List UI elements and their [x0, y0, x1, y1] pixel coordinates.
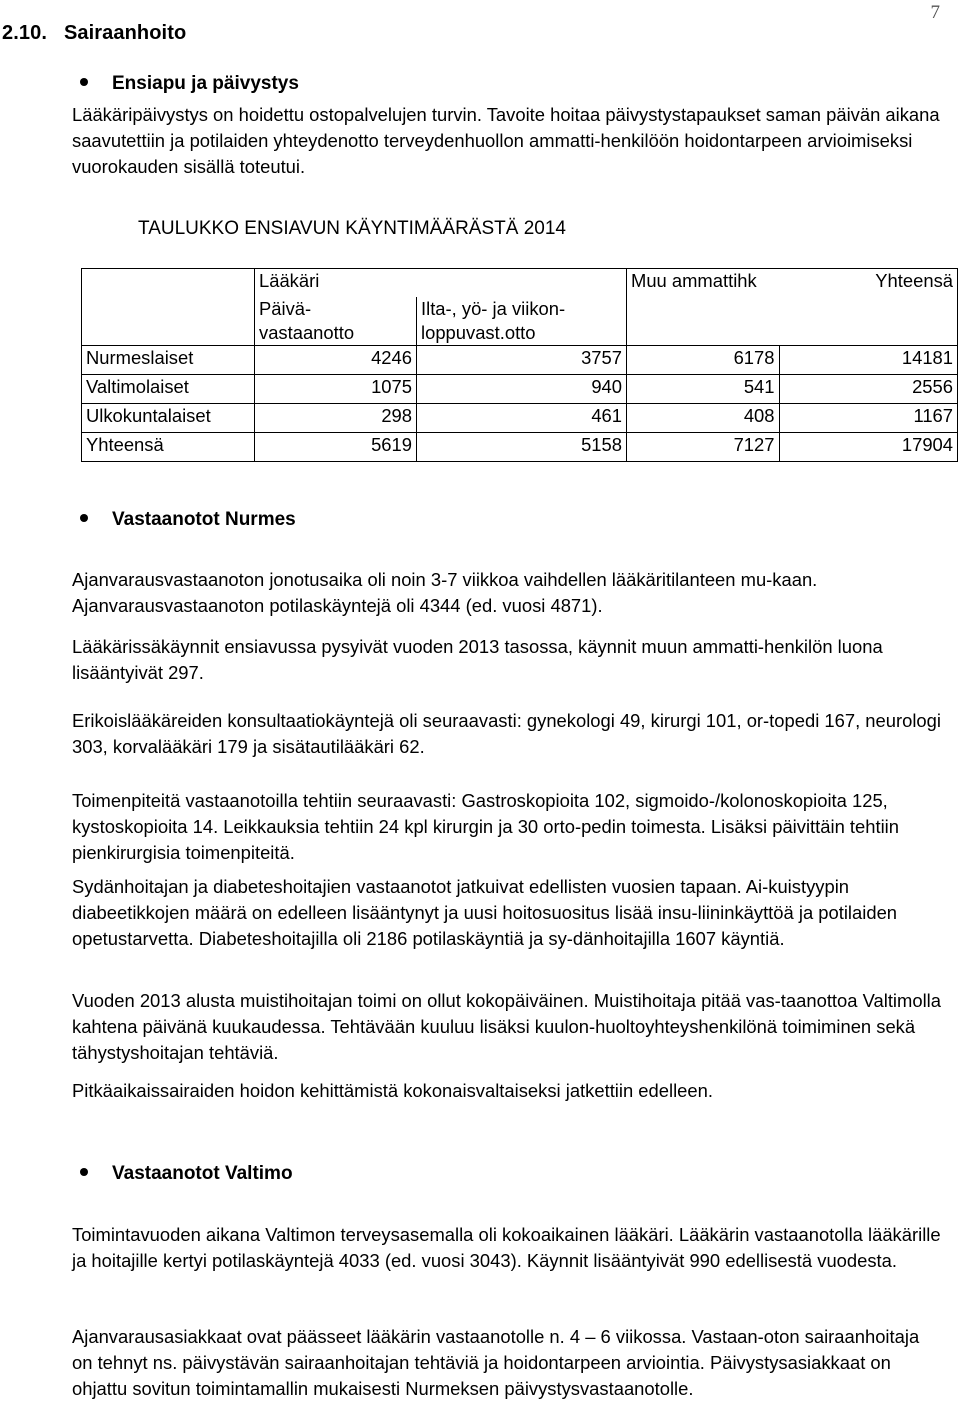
table-caption: TAULUKKO ENSIAVUN KÄYNTIMÄÄRÄSTÄ 2014: [138, 218, 566, 239]
table-cell: 14181: [779, 346, 958, 375]
table-cell: 940: [417, 375, 627, 404]
table-cell: 1075: [255, 375, 417, 404]
bullet-valtimo-label: Vastaanotot Valtimo: [112, 1163, 293, 1184]
row-label: Valtimolaiset: [82, 375, 255, 404]
bullet-icon: [80, 78, 88, 86]
paragraph-ensiapu: Lääkäripäivystys on hoidettu ostopalvelujen turvin. Tavoite hoitaa päivystystapaukset saman päivän aikana saavutettiin ja potilaiden yhteydenotto terveydenhuollon ammatti-henkilöön hoidontarpeen arvioimiseksi vuorokauden sisällä toteutui.: [72, 104, 940, 177]
table-cell: 6178: [627, 346, 780, 375]
bullet-ensiapu: [80, 73, 299, 95]
bullet-valtimo: [80, 1163, 293, 1185]
bullet-icon: [80, 1168, 88, 1176]
bullet-nurmes: [80, 509, 296, 531]
visits-table: [81, 268, 958, 462]
page-number: 7: [930, 2, 940, 23]
row-label: Ulkokuntalaiset: [82, 404, 255, 433]
bullet-ensiapu-label: Ensiapu ja päivystys: [112, 73, 299, 94]
row-label: Nurmeslaiset: [82, 346, 255, 375]
paragraph-nurmes-2: Lääkärissäkäynnit ensiavussa pysyivät vuoden 2013 tasossa, käynnit muun ammatti-henkilön luona lisääntyivät 297.: [72, 636, 883, 683]
subheader-cell: Ilta-, yö- ja viikon- loppuvast.otto: [417, 297, 627, 346]
paragraph-valtimo-2: Ajanvarausasiakkaat ovat päässeet lääkärin vastaanotolle n. 4 – 6 viikossa. Vastaan-oton sairaanhoitaja on tehnyt ns. päivystävän sairaanhoitajan tehtäviä ja hoidontarpeen arviointia. Päivystysasiakkaat on ohjattu sovitun toimintamallin mukaisesti Nurmeksen päivystysvastaanotolle.: [72, 1326, 920, 1399]
paragraph-valtimo-1: Toimintavuoden aikana Valtimon terveysasemalla oli kokoaikainen lääkäri. Lääkärin vastaanotolla lääkärille ja hoitajille kertyi potilaskäyntejä 4033 (ed. vuosi 3043). Käynnit lisääntyivät 990 edellisestä vuodesta.: [72, 1224, 941, 1271]
table-cell: 5619: [255, 433, 417, 462]
header-cell: [82, 269, 255, 298]
header-cell: Muu ammattihk: [627, 269, 780, 298]
table-header-row: [82, 269, 958, 298]
table-cell: 461: [417, 404, 627, 433]
table-cell: 2556: [779, 375, 958, 404]
table-cell: 1167: [779, 404, 958, 433]
paragraph-nurmes-6: Vuoden 2013 alusta muistihoitajan toimi on ollut kokopäiväinen. Muistihoitaja pitää vas-taanottoa Valtimolla kahtena päivänä kuukaudessa. Tehtävään kuuluu lisäksi kuulon-huoltoyhteyshenkilönä toimiminen sekä tähystyshoitajan tehtäviä.: [72, 990, 941, 1063]
subheader-cell: Päivä- vastaanotto: [255, 297, 417, 346]
table-cell: 4246: [255, 346, 417, 375]
paragraph-nurmes-7: Pitkäaikaissairaiden hoidon kehittämistä kokonaisvaltaiseksi jatkettiin edelleen.: [72, 1080, 713, 1101]
bullet-icon: [80, 514, 88, 522]
paragraph-nurmes-5: Sydänhoitajan ja diabeteshoitajien vastaanotot jatkuivat edellisten vuosien tapaan. Ai-kuistyypin diabeetikkojen määrä on edelleen lisääntynyt ja uusi hoitosuositus lisää insu-liininkäyttöä ja potilaiden opetustarvetta. Diabeteshoitajilla oli 2186 potilaskäyntiä ja sy-dänhoitajilla 1607 käyntiä.: [72, 876, 898, 949]
table-cell: 17904: [779, 433, 958, 462]
subheader-cell: [82, 297, 255, 346]
table-cell: 541: [627, 375, 780, 404]
paragraph-nurmes-3: Erikoislääkäreiden konsultaatiokäyntejä oli seuraavasti: gynekologi 49, kirurgi 101, or-topedi 167, neurologi 303, korvalääkäri 179 ja sisätautilääkäri 62.: [72, 710, 941, 757]
paragraph-nurmes-1: Ajanvarausvastaanoton jonotusaika oli noin 3-7 viikkoa vaihdellen lääkäritilanteen mu-kaan. Ajanvarausvastaanoton potilaskäyntejä oli 4344 (ed. vuosi 4871).: [72, 569, 818, 616]
table-row: [82, 433, 958, 462]
table-cell: 5158: [417, 433, 627, 462]
row-label: Yhteensä: [82, 433, 255, 462]
table-cell: 3757: [417, 346, 627, 375]
table-row: [82, 404, 958, 433]
table-cell: 408: [627, 404, 780, 433]
table-row: [82, 375, 958, 404]
paragraph-nurmes-4: Toimenpiteitä vastaanotoilla tehtiin seuraavasti: Gastroskopioita 102, sigmoido-/kolonoskopioita 125, kystoskopioita 14. Leikkauksia tehtiin 24 kpl kirurgin ja 30 orto-pedin toimesta. Lisäksi päivittäin tehtiin pienkirurgisia toimenpiteitä.: [72, 790, 899, 863]
header-cell: Yhteensä: [779, 269, 958, 298]
section-heading: 2.10. Sairaanhoito: [2, 22, 187, 44]
table-subheader-row: [82, 297, 958, 346]
header-cell: [417, 269, 627, 298]
table-row: [82, 346, 958, 375]
header-cell: Lääkäri: [255, 269, 417, 298]
bullet-nurmes-label: Vastaanotot Nurmes: [112, 509, 296, 530]
subheader-cell: [627, 297, 780, 346]
table-cell: 7127: [627, 433, 780, 462]
table-cell: 298: [255, 404, 417, 433]
subheader-cell: [779, 297, 958, 346]
